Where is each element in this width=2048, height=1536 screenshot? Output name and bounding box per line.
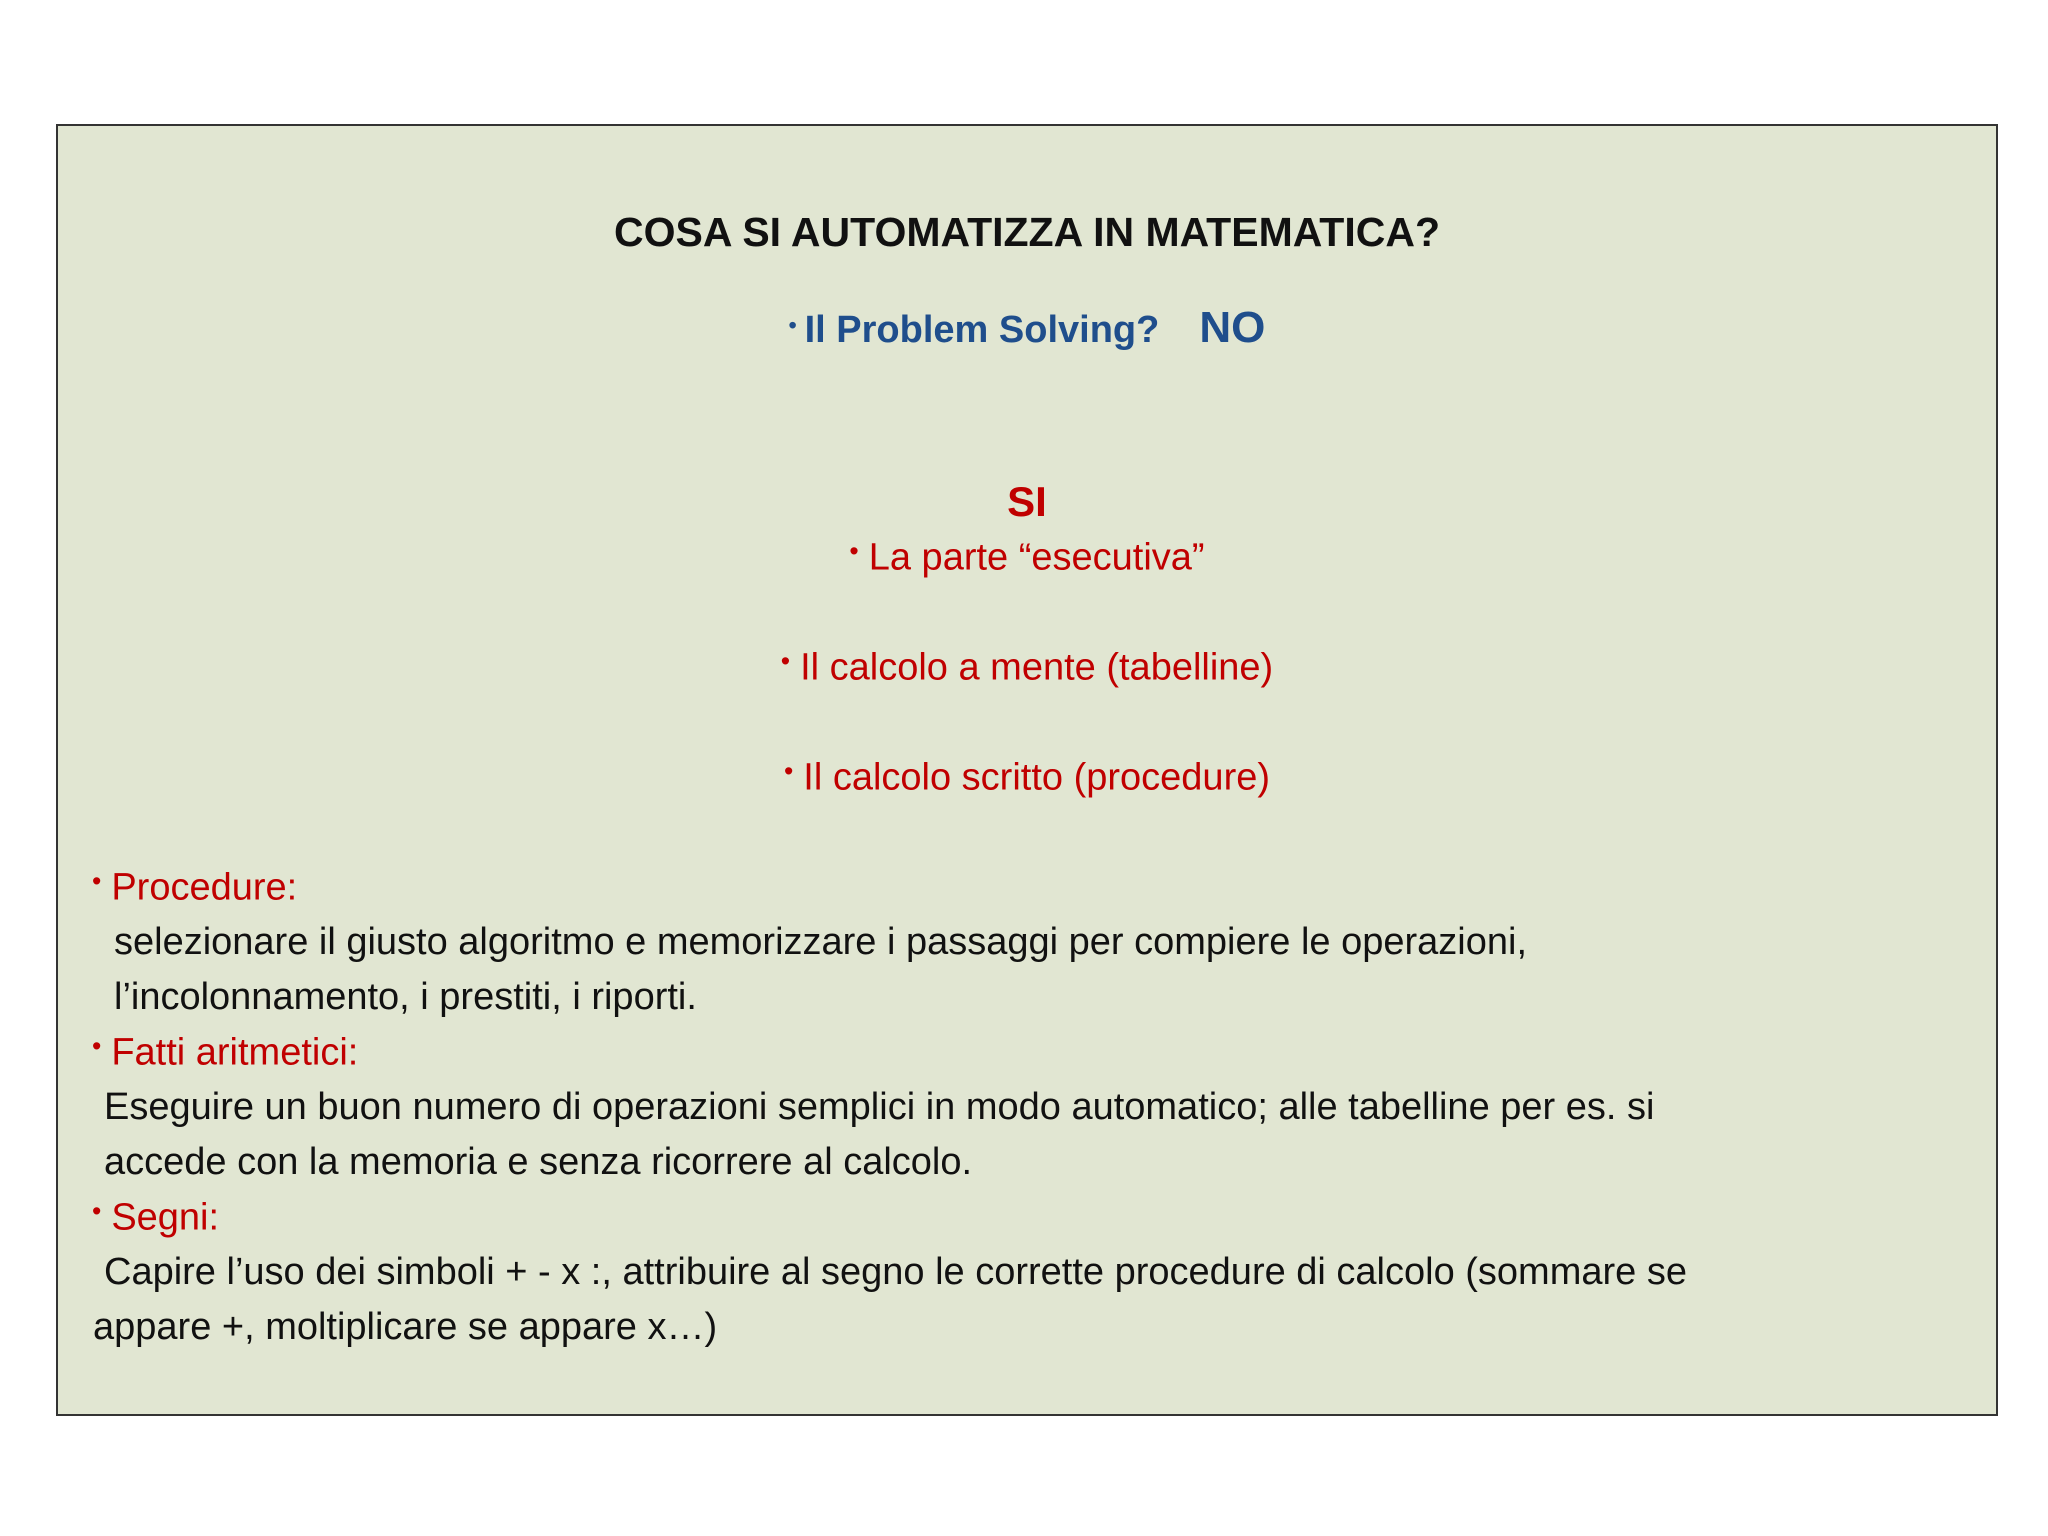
bullet-icon: • <box>788 311 797 338</box>
si-item-label: Il calcolo scritto (procedure) <box>803 756 1271 799</box>
detail-text-line: l’incolonnamento, i prestiti, i riporti. <box>114 976 697 1018</box>
bullet-icon: • <box>783 756 794 786</box>
detail-heading-label: Segni: <box>111 1196 220 1239</box>
bullet-icon: • <box>92 866 102 896</box>
detail-text-line: Eseguire un buon numero di operazioni semplici in modo automatico; alle tabelline per es. si <box>104 1086 1655 1128</box>
problem-solving-label: Il Problem Solving? <box>804 309 1160 351</box>
bullet-icon: • <box>849 536 859 566</box>
si-item-written-calculation <box>58 756 1996 799</box>
detail-heading-signs <box>92 1196 220 1239</box>
bullet-icon: • <box>780 646 791 676</box>
detail-text-line: Capire l’uso dei simboli + - x :, attribuire al segno le corrette procedure di calcolo (sommare se <box>104 1251 1687 1293</box>
bullet-icon: • <box>92 1196 102 1226</box>
si-heading: SI <box>1007 478 1047 525</box>
detail-heading-label: Fatti aritmetici: <box>111 1031 359 1074</box>
si-item-label: Il calcolo a mente (tabelline) <box>800 646 1274 689</box>
detail-heading-label: Procedure: <box>111 866 298 909</box>
detail-text-line: selezionare il giusto algoritmo e memorizzare i passaggi per compiere le operazioni, <box>114 921 1528 963</box>
si-item-label: La parte “esecutiva” <box>868 536 1205 579</box>
detail-heading-arithmetic-facts <box>92 1031 359 1074</box>
detail-text-line: appare +, moltiplicare se appare x…) <box>93 1306 718 1348</box>
bullet-icon: • <box>92 1031 102 1061</box>
slide-panel <box>56 124 1998 1416</box>
detail-text-line: accede con la memoria e senza ricorrere al calcolo. <box>104 1141 973 1183</box>
problem-solving-answer: NO <box>1199 303 1266 352</box>
slide-title: COSA SI AUTOMATIZZA IN MATEMATICA? <box>614 209 1440 255</box>
detail-heading-procedure <box>92 866 298 909</box>
si-item-executive <box>58 536 1996 579</box>
problem-solving-line <box>58 303 1996 352</box>
si-item-mental-calculation <box>58 646 1996 689</box>
